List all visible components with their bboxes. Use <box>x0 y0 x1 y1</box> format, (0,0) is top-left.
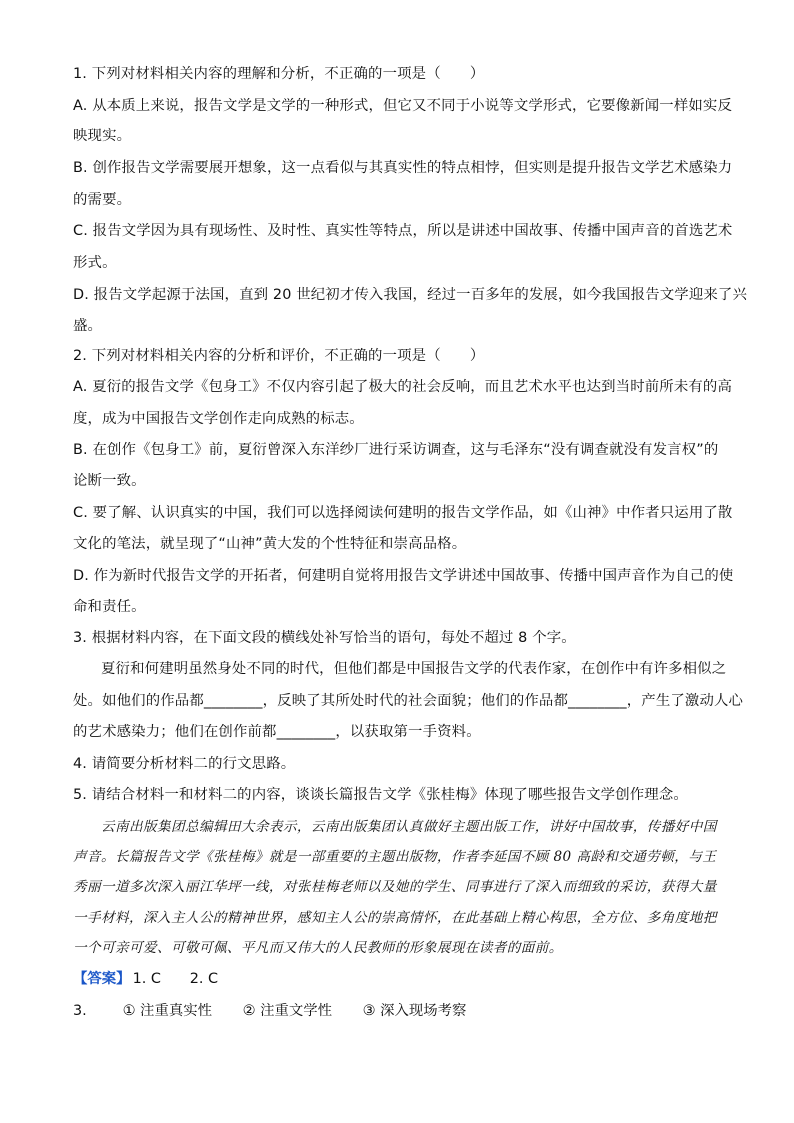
question-2-option-b-cont: 论断一致。 <box>73 473 146 489</box>
question-1-option-a-cont: 映现实。 <box>73 128 132 144</box>
answer-row <box>73 969 218 989</box>
question-1-stem: 1. 下列对材料相关内容的理解和分析，不正确的一项是（ ） <box>73 66 485 82</box>
quote-line: 秀丽一道多次深入丽江华坪一线，对张桂梅老师以及她的学生、同事进行了深入而细致的采访，获得大量 <box>73 879 717 895</box>
question-3-paragraph-line: 夏衍和何建明虽然身处不同的时代，但他们都是中国报告文学的代表作家，在创作中有许多相似之 <box>101 661 727 677</box>
question-2-stem: 2. 下列对材料相关内容的分析和评价，不正确的一项是（ ） <box>73 348 485 364</box>
question-1-option-c-cont: 形式。 <box>73 255 117 271</box>
question-3-paragraph-line: 处。如他们的作品都________，反映了其所处时代的社会面貌；他们的作品都________，产生了激动人心 <box>73 693 744 709</box>
question-1-option-d: D. 报告文学起源于法国，直到 20 世纪初才传入我国，经过一百多年的发展，如今我国报告文学迎来了兴 <box>73 287 747 303</box>
question-3-stem: 3. 根据材料内容，在下面文段的横线处补写恰当的语句，每处不超过 8 个字。 <box>73 630 576 646</box>
question-2-option-a: A. 夏衍的报告文学《包身工》不仅内容引起了极大的社会反响，而且艺术水平也达到当时前所未有的高 <box>73 379 732 395</box>
quote-line: 一手材料，深入主人公的精神世界，感知主人公的崇高情怀，在此基础上精心构思，全方位、多角度地把 <box>73 910 717 926</box>
answer-values: 1. C 2. C <box>132 971 219 987</box>
question-4-stem: 4. 请简要分析材料二的行文思路。 <box>73 756 296 772</box>
question-1-option-c: C. 报告文学因为具有现场性、及时性、真实性等特点，所以是讲述中国故事、传播中国声音的首选艺术 <box>73 223 733 239</box>
question-2-option-d: D. 作为新时代报告文学的开拓者，何建明自觉将用报告文学讲述中国故事、传播中国声音作为自己的使 <box>73 568 734 584</box>
question-1-option-d-cont: 盛。 <box>73 318 103 334</box>
question-2-option-a-cont: 度，成为中国报告文学创作走向成熟的标志。 <box>73 411 364 427</box>
question-3-paragraph-line: 的艺术感染力；他们在创作前都________，以获取第一手资料。 <box>73 724 481 740</box>
question-2-option-c-cont: 文化的笔法，就呈现了“山神”黄大发的个性特征和崇高品格。 <box>73 536 467 552</box>
quote-line: 声音。长篇报告文学《张桂梅》就是一部重要的主题出版物，作者李延国不顾 80 高龄和交通劳顿，与王 <box>73 849 717 865</box>
question-2-option-b: B. 在创作《包身工》前，夏衍曾深入东洋纱厂进行采访调查，这与毛泽东“没有调查就没有发言权”的 <box>73 442 719 458</box>
answer-3-item-1: ① 注重真实性 <box>122 1003 213 1019</box>
question-2-option-d-cont: 命和责任。 <box>73 599 146 615</box>
answer-3-number: 3. <box>73 1003 87 1019</box>
quote-line: 云南出版集团总编辑田大余表示，云南出版集团认真做好主题出版工作，讲好中国故事，传播好中国 <box>101 819 717 835</box>
question-5-stem: 5. 请结合材料一和材料二的内容，谈谈长篇报告文学《张桂梅》体现了哪些报告文学创作理念。 <box>73 787 688 803</box>
question-1-option-a: A. 从本质上来说，报告文学是文学的一种形式，但它又不同于小说等文学形式，它要像新闻一样如实反 <box>73 98 732 114</box>
answer-3-row <box>73 1001 492 1021</box>
quote-line: 一个可亲可爱、可敬可佩、平凡而又伟大的人民教师的形象展现在读者的面前。 <box>73 940 563 956</box>
question-1-option-b-cont: 的需要。 <box>73 192 132 208</box>
answer-3-item-3: ③ 深入现场考察 <box>362 1003 467 1019</box>
answer-tag: 【答案】 <box>73 971 131 987</box>
question-1-option-b: B. 创作报告文学需要展开想象，这一点看似与其真实性的特点相悖，但实则是提升报告文学艺术感染力 <box>73 160 733 176</box>
answer-3-item-2: ② 注重文学性 <box>242 1003 333 1019</box>
question-2-option-c: C. 要了解、认识真实的中国，我们可以选择阅读何建明的报告文学作品，如《山神》中作者只运用了散 <box>73 505 733 521</box>
